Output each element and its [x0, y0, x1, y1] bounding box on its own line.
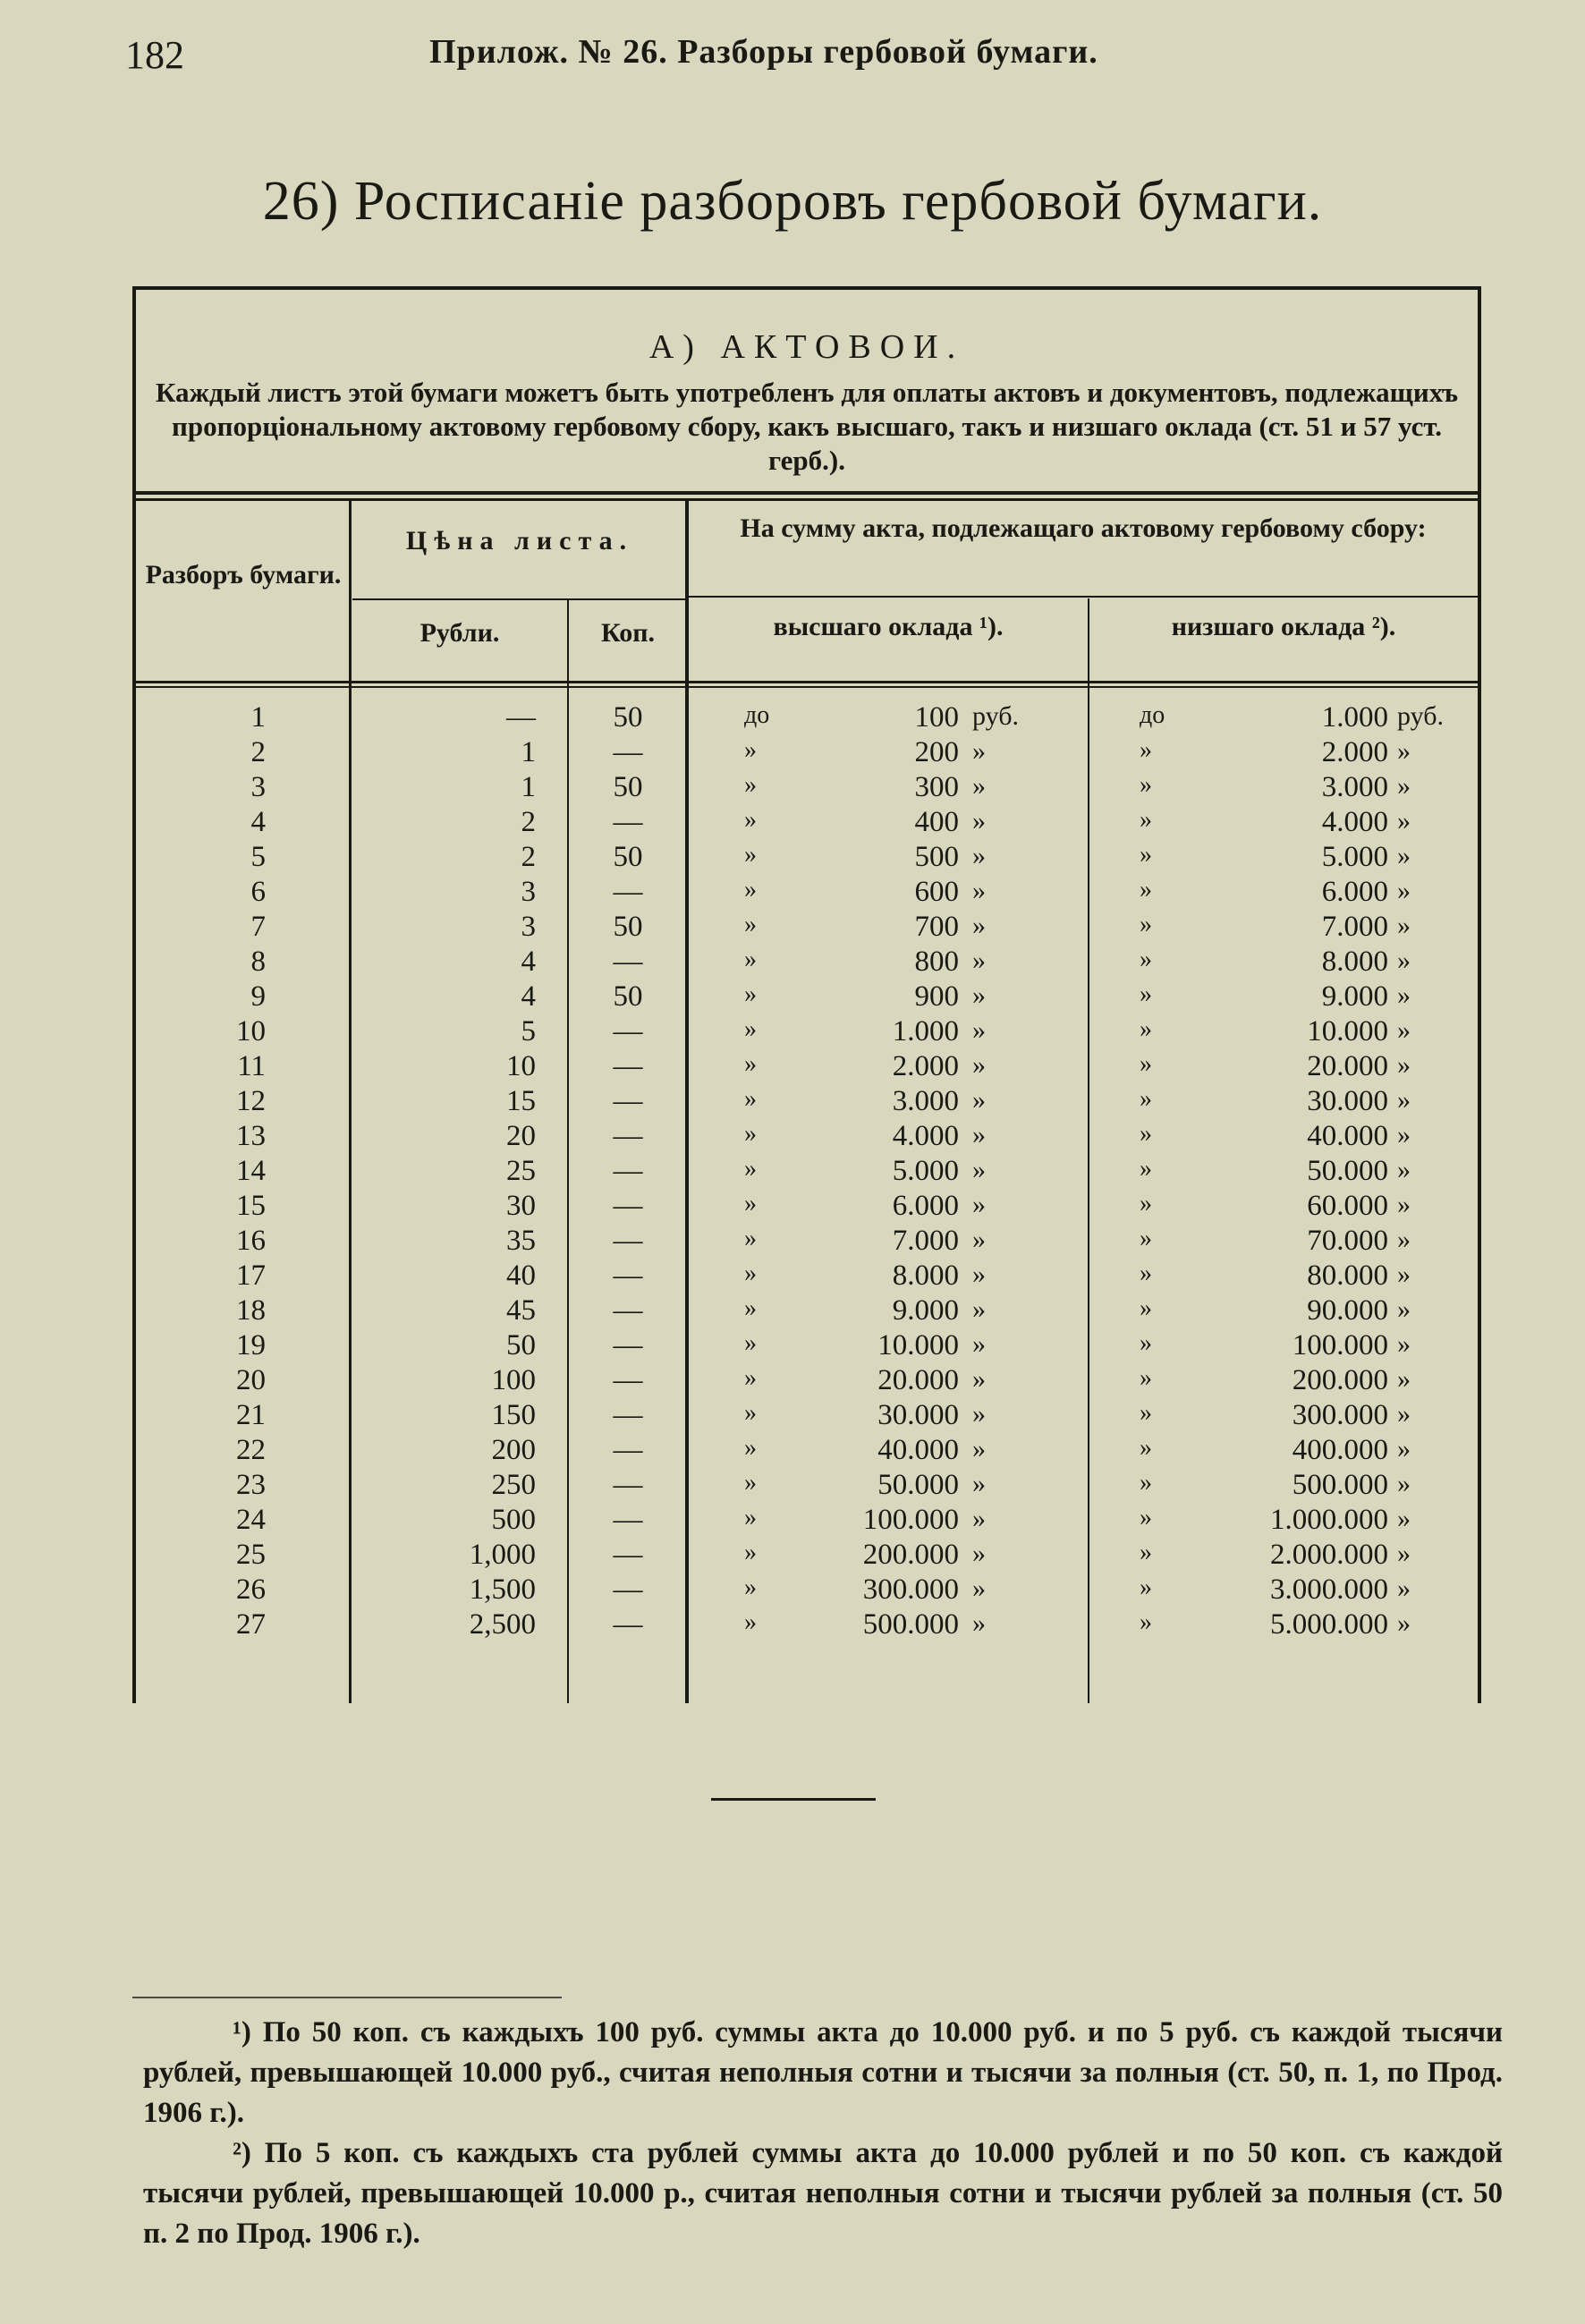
row-high-suffix: » [972, 1085, 986, 1115]
row-high-suffix: » [972, 946, 986, 975]
row-sort-number: 5 [250, 841, 266, 873]
row-low-suffix: » [1397, 911, 1411, 940]
row-low-amount: 80.000 [1307, 1260, 1388, 1292]
row-low-amount: 3.000 [1321, 771, 1388, 803]
row-high-prefix: » [744, 1015, 757, 1043]
row-low-suffix: » [1397, 1155, 1411, 1184]
header-sort: Разборъ бумаги. [145, 560, 342, 589]
row-low-prefix: » [1140, 980, 1152, 1008]
row-high-prefix: » [744, 1190, 757, 1217]
row-low-suffix: » [1397, 1015, 1411, 1045]
row-sort-number: 15 [236, 1190, 266, 1222]
row-sort-number: 10 [236, 1015, 266, 1047]
row-low-suffix: » [1397, 1294, 1411, 1324]
row-low-suffix: » [1397, 1190, 1411, 1219]
section-intro [136, 290, 1478, 495]
row-low-amount: 30.000 [1307, 1085, 1388, 1117]
row-low-suffix: » [1397, 946, 1411, 975]
row-high-amount: 9.000 [892, 1294, 959, 1327]
row-low-suffix: » [1397, 1050, 1411, 1080]
row-high-amount: 1.000 [892, 1015, 959, 1047]
row-high-suffix: » [972, 1364, 986, 1394]
row-rubles: 50 [506, 1329, 536, 1361]
row-high-prefix: » [744, 1364, 757, 1392]
row-low-amount: 2.000 [1321, 736, 1388, 768]
row-rubles: 35 [506, 1225, 536, 1257]
row-sort-number: 8 [250, 946, 266, 978]
row-high-amount: 500.000 [862, 1608, 959, 1641]
row-rubles: 10 [506, 1050, 536, 1082]
row-rubles: 100 [491, 1364, 536, 1396]
row-high-prefix: » [744, 841, 757, 869]
row-high-suffix: руб. [972, 701, 1019, 731]
row-high-prefix: » [744, 736, 757, 764]
row-high-prefix: » [744, 1120, 757, 1148]
row-high-amount: 500 [914, 841, 959, 873]
row-kopecks: — [613, 1120, 643, 1152]
row-low-suffix: » [1397, 1434, 1411, 1463]
row-high-prefix: » [744, 911, 757, 938]
table-row [136, 1225, 1478, 1260]
row-high-suffix: » [972, 1434, 986, 1463]
row-kopecks: — [613, 1155, 643, 1187]
table-row [136, 701, 1478, 736]
running-title: Прилож. № 26. Разборы гербовой бумаги. [429, 33, 1098, 71]
row-kopecks: 50 [613, 980, 643, 1013]
row-low-amount: 300.000 [1292, 1399, 1388, 1431]
row-high-prefix: » [744, 1225, 757, 1252]
row-low-amount: 40.000 [1307, 1120, 1388, 1152]
table-row [136, 1260, 1478, 1294]
row-sort-number: 3 [250, 771, 266, 803]
row-rubles: 3 [521, 876, 536, 908]
row-low-prefix: » [1140, 946, 1152, 973]
row-high-suffix: » [972, 1294, 986, 1324]
row-kopecks: — [613, 1539, 643, 1571]
row-sort-number: 1 [250, 701, 266, 734]
row-low-prefix: » [1140, 1120, 1152, 1148]
row-low-amount: 200.000 [1292, 1364, 1388, 1396]
row-low-amount: 1.000.000 [1270, 1504, 1388, 1536]
row-high-suffix: » [972, 1015, 986, 1045]
row-high-suffix: » [972, 980, 986, 1010]
row-rubles: 500 [491, 1504, 536, 1536]
row-high-prefix: » [744, 1608, 757, 1636]
row-high-amount: 20.000 [877, 1364, 959, 1396]
row-kopecks: — [613, 1399, 643, 1431]
row-high-amount: 40.000 [877, 1434, 959, 1466]
row-low-prefix: » [1140, 1225, 1152, 1252]
row-low-amount: 90.000 [1307, 1294, 1388, 1327]
row-kopecks: 50 [613, 701, 643, 734]
row-high-amount: 4.000 [892, 1120, 959, 1152]
row-rubles: 1 [521, 736, 536, 768]
row-low-amount: 8.000 [1321, 946, 1388, 978]
table-row [136, 1434, 1478, 1469]
row-kopecks: — [613, 1294, 643, 1327]
row-rubles: 25 [506, 1155, 536, 1187]
row-high-suffix: » [972, 1469, 986, 1498]
row-high-amount: 8.000 [892, 1260, 959, 1292]
row-sort-number: 24 [236, 1504, 266, 1536]
row-sort-number: 2 [250, 736, 266, 768]
row-high-amount: 200.000 [862, 1539, 959, 1571]
row-low-amount: 50.000 [1307, 1155, 1388, 1187]
row-low-prefix: » [1140, 1539, 1152, 1566]
table-row [136, 1294, 1478, 1329]
row-high-amount: 6.000 [892, 1190, 959, 1222]
row-high-prefix: » [744, 1399, 757, 1427]
row-rubles: 30 [506, 1190, 536, 1222]
row-high-suffix: » [972, 736, 986, 766]
row-sort-number: 9 [250, 980, 266, 1013]
footnote-1: ¹) По 50 коп. съ каждыхъ 100 руб. суммы акта до 10.000 руб. и по 5 руб. съ каждой тысячи рублей, превышающей 10.000 руб., считая неполныя сотни и тысячи за полныя (ст. 50, п. 1, по Прод. 1906 г.). [143, 2016, 1503, 2129]
row-low-prefix: » [1140, 1260, 1152, 1287]
row-high-prefix: » [744, 1504, 757, 1531]
header-bottom-rule [136, 681, 1478, 683]
row-low-prefix: » [1140, 876, 1152, 903]
row-rubles: 1,000 [469, 1539, 536, 1571]
row-sort-number: 4 [250, 806, 266, 838]
section-heading: А) АКТОВОИ. [648, 328, 965, 366]
row-low-prefix: » [1140, 1399, 1152, 1427]
row-sort-number: 6 [250, 876, 266, 908]
row-low-prefix: » [1140, 1573, 1152, 1601]
row-sort-number: 17 [236, 1260, 266, 1292]
row-high-amount: 200 [914, 736, 959, 768]
table-row [136, 1085, 1478, 1120]
row-kopecks: — [613, 1329, 643, 1361]
row-low-suffix: » [1397, 1260, 1411, 1289]
table-row [136, 876, 1478, 911]
row-high-amount: 700 [914, 911, 959, 943]
row-high-suffix: » [972, 1050, 986, 1080]
row-high-prefix: до [744, 701, 770, 729]
row-low-prefix: » [1140, 1504, 1152, 1531]
row-sort-number: 7 [250, 911, 266, 943]
page-title: 26) Росписаніе разборовъ гербовой бумаги. [262, 171, 1323, 232]
row-high-suffix: » [972, 1225, 986, 1254]
row-low-prefix: до [1140, 701, 1165, 729]
table-row [136, 1399, 1478, 1434]
row-high-suffix: » [972, 1190, 986, 1219]
row-low-suffix: » [1397, 1085, 1411, 1115]
row-rubles: 3 [521, 911, 536, 943]
table-row [136, 1050, 1478, 1085]
row-rubles: — [506, 701, 536, 734]
row-low-prefix: » [1140, 1085, 1152, 1113]
row-sort-number: 19 [236, 1329, 266, 1361]
row-sort-number: 13 [236, 1120, 266, 1152]
row-sort-number: 27 [236, 1608, 266, 1641]
row-low-suffix: » [1397, 1120, 1411, 1149]
row-low-suffix: » [1397, 771, 1411, 801]
row-low-suffix: » [1397, 1329, 1411, 1359]
row-rubles: 2 [521, 806, 536, 838]
row-high-prefix: » [744, 1469, 757, 1497]
row-low-prefix: » [1140, 1190, 1152, 1217]
row-high-amount: 2.000 [892, 1050, 959, 1082]
row-high-suffix: » [972, 1573, 986, 1603]
table-row [136, 1573, 1478, 1608]
row-high-prefix: » [744, 1294, 757, 1322]
row-low-amount: 5.000 [1321, 841, 1388, 873]
running-head [125, 32, 1478, 86]
row-high-suffix: » [972, 806, 986, 835]
row-sort-number: 21 [236, 1399, 266, 1431]
row-low-suffix: » [1397, 980, 1411, 1010]
row-low-amount: 70.000 [1307, 1225, 1388, 1257]
row-high-suffix: » [972, 1608, 986, 1638]
row-high-suffix: » [972, 1539, 986, 1568]
row-high-amount: 800 [914, 946, 959, 978]
row-kopecks: — [613, 1608, 643, 1641]
row-low-suffix: » [1397, 806, 1411, 835]
row-low-amount: 400.000 [1292, 1434, 1388, 1466]
row-rubles: 4 [521, 980, 536, 1013]
header-lower-rate: низшаго оклада ²). [1171, 612, 1396, 641]
row-low-prefix: » [1140, 1608, 1152, 1636]
page-number: 182 [125, 33, 184, 77]
section-separator [711, 1798, 876, 1801]
row-low-prefix: » [1140, 911, 1152, 938]
row-high-prefix: » [744, 1050, 757, 1078]
row-high-suffix: » [972, 1155, 986, 1184]
header-higher-rate: высшаго оклада ¹). [773, 612, 1004, 641]
table-row [136, 1539, 1478, 1573]
table-row [136, 841, 1478, 876]
row-sort-number: 16 [236, 1225, 266, 1257]
footnote-2: ²) По 5 коп. съ каждыхъ ста рублей суммы акта до 10.000 рублей и по 50 коп. съ каждой тысячи рублей, превышающей 10.000 р., считая неполныя сотни и тысячи рублей за полныя (ст. 50 п. 2 по Прод. 1906 г.). [143, 2137, 1503, 2250]
row-low-prefix: » [1140, 1294, 1152, 1322]
row-low-suffix: » [1397, 1469, 1411, 1498]
row-rubles: 2 [521, 841, 536, 873]
row-low-amount: 5.000.000 [1270, 1608, 1388, 1641]
row-high-prefix: » [744, 1260, 757, 1287]
row-kopecks: — [613, 736, 643, 768]
row-low-suffix: » [1397, 1608, 1411, 1638]
row-low-amount: 10.000 [1307, 1015, 1388, 1047]
row-low-suffix: » [1397, 876, 1411, 905]
row-kopecks: 50 [613, 841, 643, 873]
row-low-suffix: » [1397, 1539, 1411, 1568]
row-high-suffix: » [972, 771, 986, 801]
table-row [136, 806, 1478, 841]
row-kopecks: — [613, 1260, 643, 1292]
row-low-prefix: » [1140, 1364, 1152, 1392]
row-low-amount: 60.000 [1307, 1190, 1388, 1222]
row-low-amount: 500.000 [1292, 1469, 1388, 1501]
row-low-suffix: » [1397, 841, 1411, 870]
row-high-amount: 300.000 [862, 1573, 959, 1606]
row-high-amount: 3.000 [892, 1085, 959, 1117]
stamp-paper-table [132, 286, 1481, 1703]
row-low-suffix: » [1397, 736, 1411, 766]
row-high-amount: 50.000 [877, 1469, 959, 1501]
row-high-suffix: » [972, 1329, 986, 1359]
row-kopecks: — [613, 1469, 643, 1501]
table-row [136, 1015, 1478, 1050]
row-high-prefix: » [744, 806, 757, 834]
row-high-prefix: » [744, 1085, 757, 1113]
row-low-amount: 6.000 [1321, 876, 1388, 908]
row-high-amount: 400 [914, 806, 959, 838]
row-high-prefix: » [744, 946, 757, 973]
row-high-suffix: » [972, 911, 986, 940]
row-high-suffix: » [972, 1504, 986, 1533]
row-kopecks: — [613, 806, 643, 838]
row-rubles: 1 [521, 771, 536, 803]
table-row [136, 946, 1478, 980]
row-high-suffix: » [972, 1260, 986, 1289]
row-kopecks: — [613, 1050, 643, 1082]
row-kopecks: — [613, 1190, 643, 1222]
row-low-prefix: » [1140, 1050, 1152, 1078]
row-high-amount: 100.000 [862, 1504, 959, 1536]
row-low-prefix: » [1140, 1469, 1152, 1497]
row-low-prefix: » [1140, 736, 1152, 764]
row-high-amount: 7.000 [892, 1225, 959, 1257]
header-price: Цѣна листа. [405, 526, 634, 556]
row-high-prefix: » [744, 771, 757, 799]
row-low-prefix: » [1140, 1015, 1152, 1043]
row-high-prefix: » [744, 876, 757, 903]
table-row [136, 1504, 1478, 1539]
table-row [136, 771, 1478, 806]
row-high-suffix: » [972, 841, 986, 870]
row-kopecks: — [613, 1573, 643, 1606]
row-rubles: 250 [491, 1469, 536, 1501]
row-rubles: 4 [521, 946, 536, 978]
row-high-amount: 600 [914, 876, 959, 908]
row-high-suffix: » [972, 1120, 986, 1149]
header-top-rule [136, 498, 1478, 501]
footnotes [143, 2013, 1503, 2254]
row-rubles: 200 [491, 1434, 536, 1466]
row-sort-number: 12 [236, 1085, 266, 1117]
row-low-amount: 7.000 [1321, 911, 1388, 943]
row-low-suffix: » [1397, 1504, 1411, 1533]
row-high-amount: 100 [914, 701, 959, 734]
row-sort-number: 23 [236, 1469, 266, 1501]
row-kopecks: — [613, 1225, 643, 1257]
table-row [136, 911, 1478, 946]
row-low-prefix: » [1140, 771, 1152, 799]
row-low-amount: 3.000.000 [1270, 1573, 1388, 1606]
table-row [136, 1364, 1478, 1399]
table-row [136, 1329, 1478, 1364]
row-low-prefix: » [1140, 806, 1152, 834]
row-high-amount: 300 [914, 771, 959, 803]
row-high-amount: 30.000 [877, 1399, 959, 1431]
row-high-prefix: » [744, 1329, 757, 1357]
row-low-prefix: » [1140, 1155, 1152, 1183]
row-high-prefix: » [744, 1573, 757, 1601]
row-rubles: 150 [491, 1399, 536, 1431]
row-low-amount: 1.000 [1321, 701, 1388, 734]
row-sort-number: 11 [237, 1050, 266, 1082]
row-low-amount: 100.000 [1292, 1329, 1388, 1361]
row-low-suffix: » [1397, 1573, 1411, 1603]
row-sort-number: 25 [236, 1539, 266, 1571]
row-kopecks: — [613, 1504, 643, 1536]
row-kopecks: — [613, 1364, 643, 1396]
row-rubles: 1,500 [469, 1573, 536, 1606]
row-low-prefix: » [1140, 1329, 1152, 1357]
table-row [136, 1155, 1478, 1190]
row-kopecks: 50 [613, 771, 643, 803]
row-low-prefix: » [1140, 841, 1152, 869]
row-rubles: 45 [506, 1294, 536, 1327]
row-rubles: 15 [506, 1085, 536, 1117]
row-kopecks: — [613, 946, 643, 978]
row-sort-number: 20 [236, 1364, 266, 1396]
table-row [136, 1120, 1478, 1155]
footnote-rule [132, 1997, 562, 1998]
row-high-suffix: » [972, 876, 986, 905]
header-bottom-rule-2 [136, 686, 1478, 688]
header-rubles: Рубли. [420, 618, 500, 648]
price-subheader-rule [352, 598, 687, 600]
row-rubles: 40 [506, 1260, 536, 1292]
row-high-amount: 900 [914, 980, 959, 1013]
table-row [136, 980, 1478, 1015]
row-low-suffix: » [1397, 1399, 1411, 1429]
row-low-prefix: » [1140, 1434, 1152, 1462]
row-low-amount: 20.000 [1307, 1050, 1388, 1082]
row-sort-number: 14 [236, 1155, 266, 1187]
table-row [136, 1608, 1478, 1643]
row-high-suffix: » [972, 1399, 986, 1429]
row-low-amount: 9.000 [1321, 980, 1388, 1013]
row-kopecks: — [613, 1015, 643, 1047]
header-kopecks: Коп. [600, 618, 656, 648]
row-low-suffix: » [1397, 1225, 1411, 1254]
sum-subheader-rule [689, 596, 1478, 598]
row-low-suffix: » [1397, 1364, 1411, 1394]
table-row [136, 736, 1478, 771]
row-high-prefix: » [744, 980, 757, 1008]
row-high-prefix: » [744, 1539, 757, 1566]
row-high-amount: 10.000 [877, 1329, 959, 1361]
row-kopecks: — [613, 1085, 643, 1117]
row-sort-number: 18 [236, 1294, 266, 1327]
row-low-amount: 4.000 [1321, 806, 1388, 838]
row-rubles: 2,500 [469, 1608, 536, 1641]
row-high-amount: 5.000 [892, 1155, 959, 1187]
row-sort-number: 26 [236, 1573, 266, 1606]
row-kopecks: — [613, 1434, 643, 1466]
row-low-suffix: руб. [1397, 701, 1444, 731]
section-description: Каждый листъ этой бумаги можетъ быть употребленъ для оплаты актовъ и документовъ, подлежащихъ пропорціональному актовому гербовому сбору, какъ высшаго, такъ и низшаго оклада (ст. 51 и 57 уст. герб.). [155, 377, 1459, 476]
row-kopecks: 50 [613, 911, 643, 943]
header-act-sum: На сумму акта, подлежащаго актовому гербовому сбору: [740, 513, 1427, 543]
table-row [136, 1469, 1478, 1504]
row-high-prefix: » [744, 1434, 757, 1462]
row-sort-number: 22 [236, 1434, 266, 1466]
row-rubles: 5 [521, 1015, 536, 1047]
row-kopecks: — [613, 876, 643, 908]
row-high-prefix: » [744, 1155, 757, 1183]
table-row [136, 1190, 1478, 1225]
row-low-amount: 2.000.000 [1270, 1539, 1388, 1571]
row-rubles: 20 [506, 1120, 536, 1152]
